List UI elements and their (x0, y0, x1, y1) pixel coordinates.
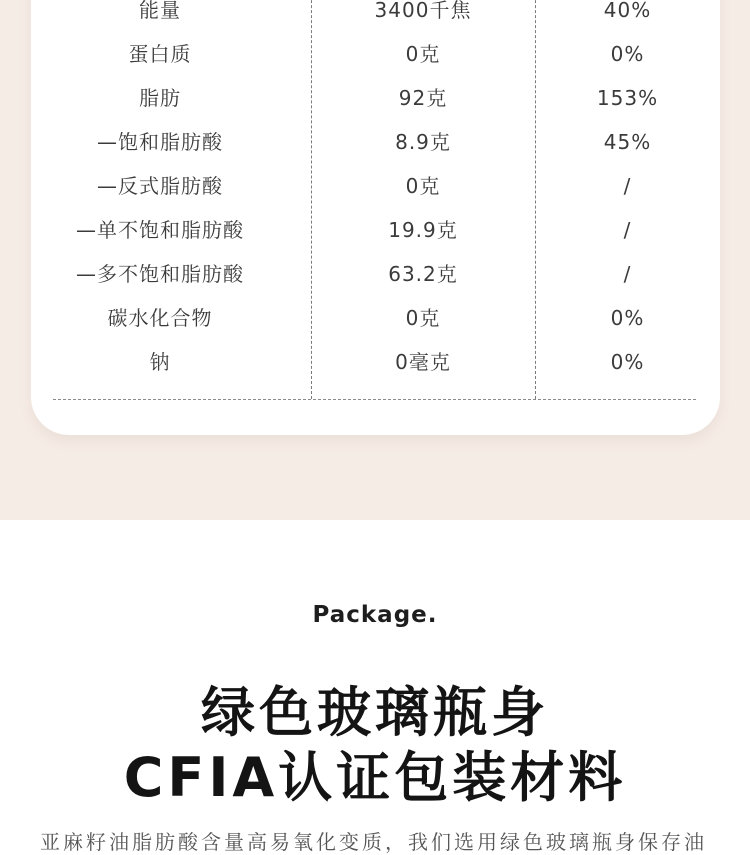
nutrient-nrv: 0% (610, 42, 645, 66)
package-headline-line2: CFIA认证包装材料 (123, 746, 627, 809)
nutrient-name: —单不饱和脂肪酸 (76, 218, 244, 242)
nutrient-name: —多不饱和脂肪酸 (76, 262, 244, 286)
nutrient-name: 脂肪 (139, 86, 181, 110)
nutrient-row (31, 32, 720, 76)
nutrient-amount: 0克 (405, 174, 441, 198)
package-section (0, 520, 750, 854)
nutrient-amount: 0克 (405, 42, 441, 66)
nutrient-row (31, 296, 720, 340)
nutrient-row (31, 340, 720, 384)
nutrient-amount: 8.9克 (395, 130, 451, 154)
package-body-text: 亚麻籽油脂肪酸含量高易氧化变质，我们选用绿色玻璃瓶身保存油 (40, 830, 707, 854)
nutrient-name: 蛋白质 (128, 42, 192, 66)
nutrient-nrv: / (623, 262, 632, 286)
nutrition-table-card (31, 0, 720, 435)
nutrient-nrv: 153% (596, 86, 659, 110)
nutrient-row (31, 164, 720, 208)
nutrient-nrv: 40% (603, 0, 652, 22)
package-headline-line1: 绿色玻璃瓶身 (201, 681, 549, 744)
nutrient-amount: 63.2克 (388, 262, 458, 286)
nutrient-nrv: 0% (610, 306, 645, 330)
nutrient-nrv: 0% (610, 350, 645, 374)
nutrient-amount: 92克 (398, 86, 448, 110)
nutrient-row (31, 76, 720, 120)
nutrient-amount: 3400千焦 (374, 0, 472, 22)
package-label: Package. (312, 602, 438, 628)
nutrient-nrv: 45% (603, 130, 652, 154)
nutrient-row (31, 252, 720, 296)
nutrient-row (31, 0, 720, 32)
nutrient-row (31, 208, 720, 252)
nutrient-amount: 19.9克 (388, 218, 458, 242)
table-bottom-divider (53, 399, 696, 400)
nutrient-nrv: / (623, 218, 632, 242)
nutrient-name: 能量 (139, 0, 181, 22)
nutrient-name: —反式脂肪酸 (97, 174, 223, 198)
nutrient-name: —饱和脂肪酸 (97, 130, 223, 154)
nutrient-amount: 0毫克 (395, 350, 451, 374)
nutrient-name: 钠 (149, 350, 171, 374)
nutrient-amount: 0克 (405, 306, 441, 330)
nutrient-name: 碳水化合物 (107, 306, 213, 330)
nutrient-row (31, 120, 720, 164)
nutrient-nrv: / (623, 174, 632, 198)
